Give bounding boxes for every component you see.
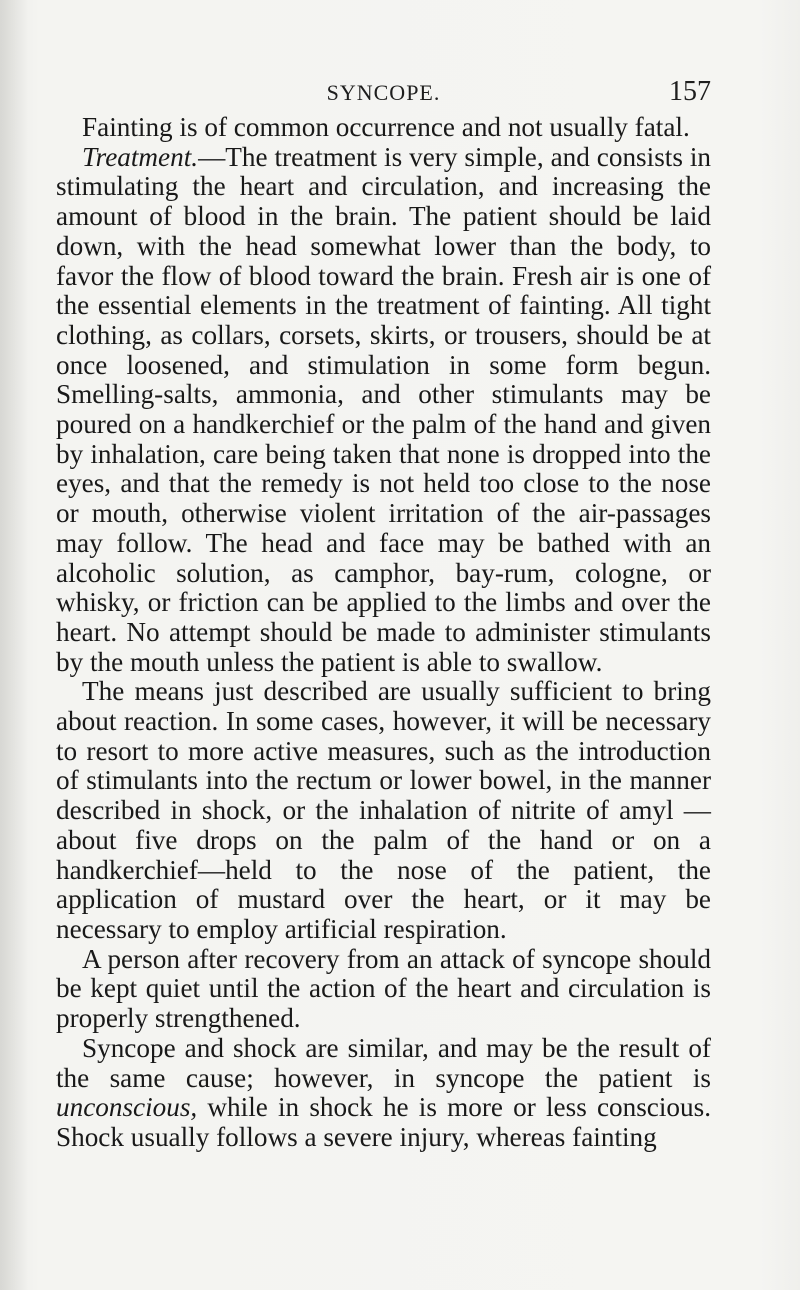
paragraph-text: Fainting is of common occurrence and not usually fatal. bbox=[82, 112, 690, 142]
running-head bbox=[56, 76, 711, 116]
running-title: SYNCOPE. bbox=[326, 80, 441, 105]
paragraph-treatment bbox=[56, 143, 711, 678]
treatment-heading: Treatment. bbox=[82, 141, 199, 172]
paragraph-text: while in shock he is more or less conscious. Shock usually follows a severe injury, whereas fainting bbox=[56, 1092, 711, 1152]
paragraph-active-measures bbox=[56, 677, 711, 944]
page-number: 157 bbox=[669, 76, 711, 107]
paragraph-fainting-intro bbox=[56, 113, 711, 143]
paragraph-text: —The treatment is very simple, and consists in stimulating the heart and circulation, and increasing the amount of blood in the brain. The patient should be laid down, with the head somewhat lower than the body, to favor the flow of blood toward the brain. Fresh air is one of the essential elements in the treatment of fainting. All tight clothing, as collars, corsets, skirts, or trousers, should be at once loosened, and stimulation in some form begun. Smelling-salts, ammonia, and other stimulants may be poured on a handkerchief or the palm of the hand and given by inhalation, care being taken that none is dropped into the eyes, and that the remedy is not held too close to the nose or mouth, otherwise violent irritation of the air-passages may follow. The head and face may be bathed with an alcoholic solution, as camphor, bay-rum, cologne, or whisky, or friction can be applied to the limbs and over the heart. No attempt should be made to administer stimulants by the mouth unless the patient is able to swallow. bbox=[56, 141, 711, 677]
emphasis-unconscious: unconscious, bbox=[56, 1092, 198, 1123]
paragraph-syncope-vs-shock bbox=[56, 1034, 711, 1153]
paragraph-text: A person after recovery from an attack of syncope should be kept quiet until the action of the heart and circulation is properly strengthened. bbox=[56, 943, 711, 1034]
spine-shadow bbox=[0, 0, 28, 1290]
paragraph-text: Syncope and shock are similar, and may be the result of the same cause; however, in syncope the patient is bbox=[56, 1032, 711, 1093]
paragraph-recovery bbox=[56, 945, 711, 1034]
body-text bbox=[56, 113, 711, 1153]
paragraph-text: The means just described are usually sufficient to bring about reaction. In some cases, however, it will be necessary to resort to more active measures, such as the introduction of stimulants into the rectum or lower bowel, in the manner described in shock, or the inhalation of nitrite of amyl —about five drops on the palm of the hand or on a handkerchief—held to the nose of the patient, the application of mustard over the heart, or it may be necessary to employ artificial respiration. bbox=[56, 676, 711, 944]
